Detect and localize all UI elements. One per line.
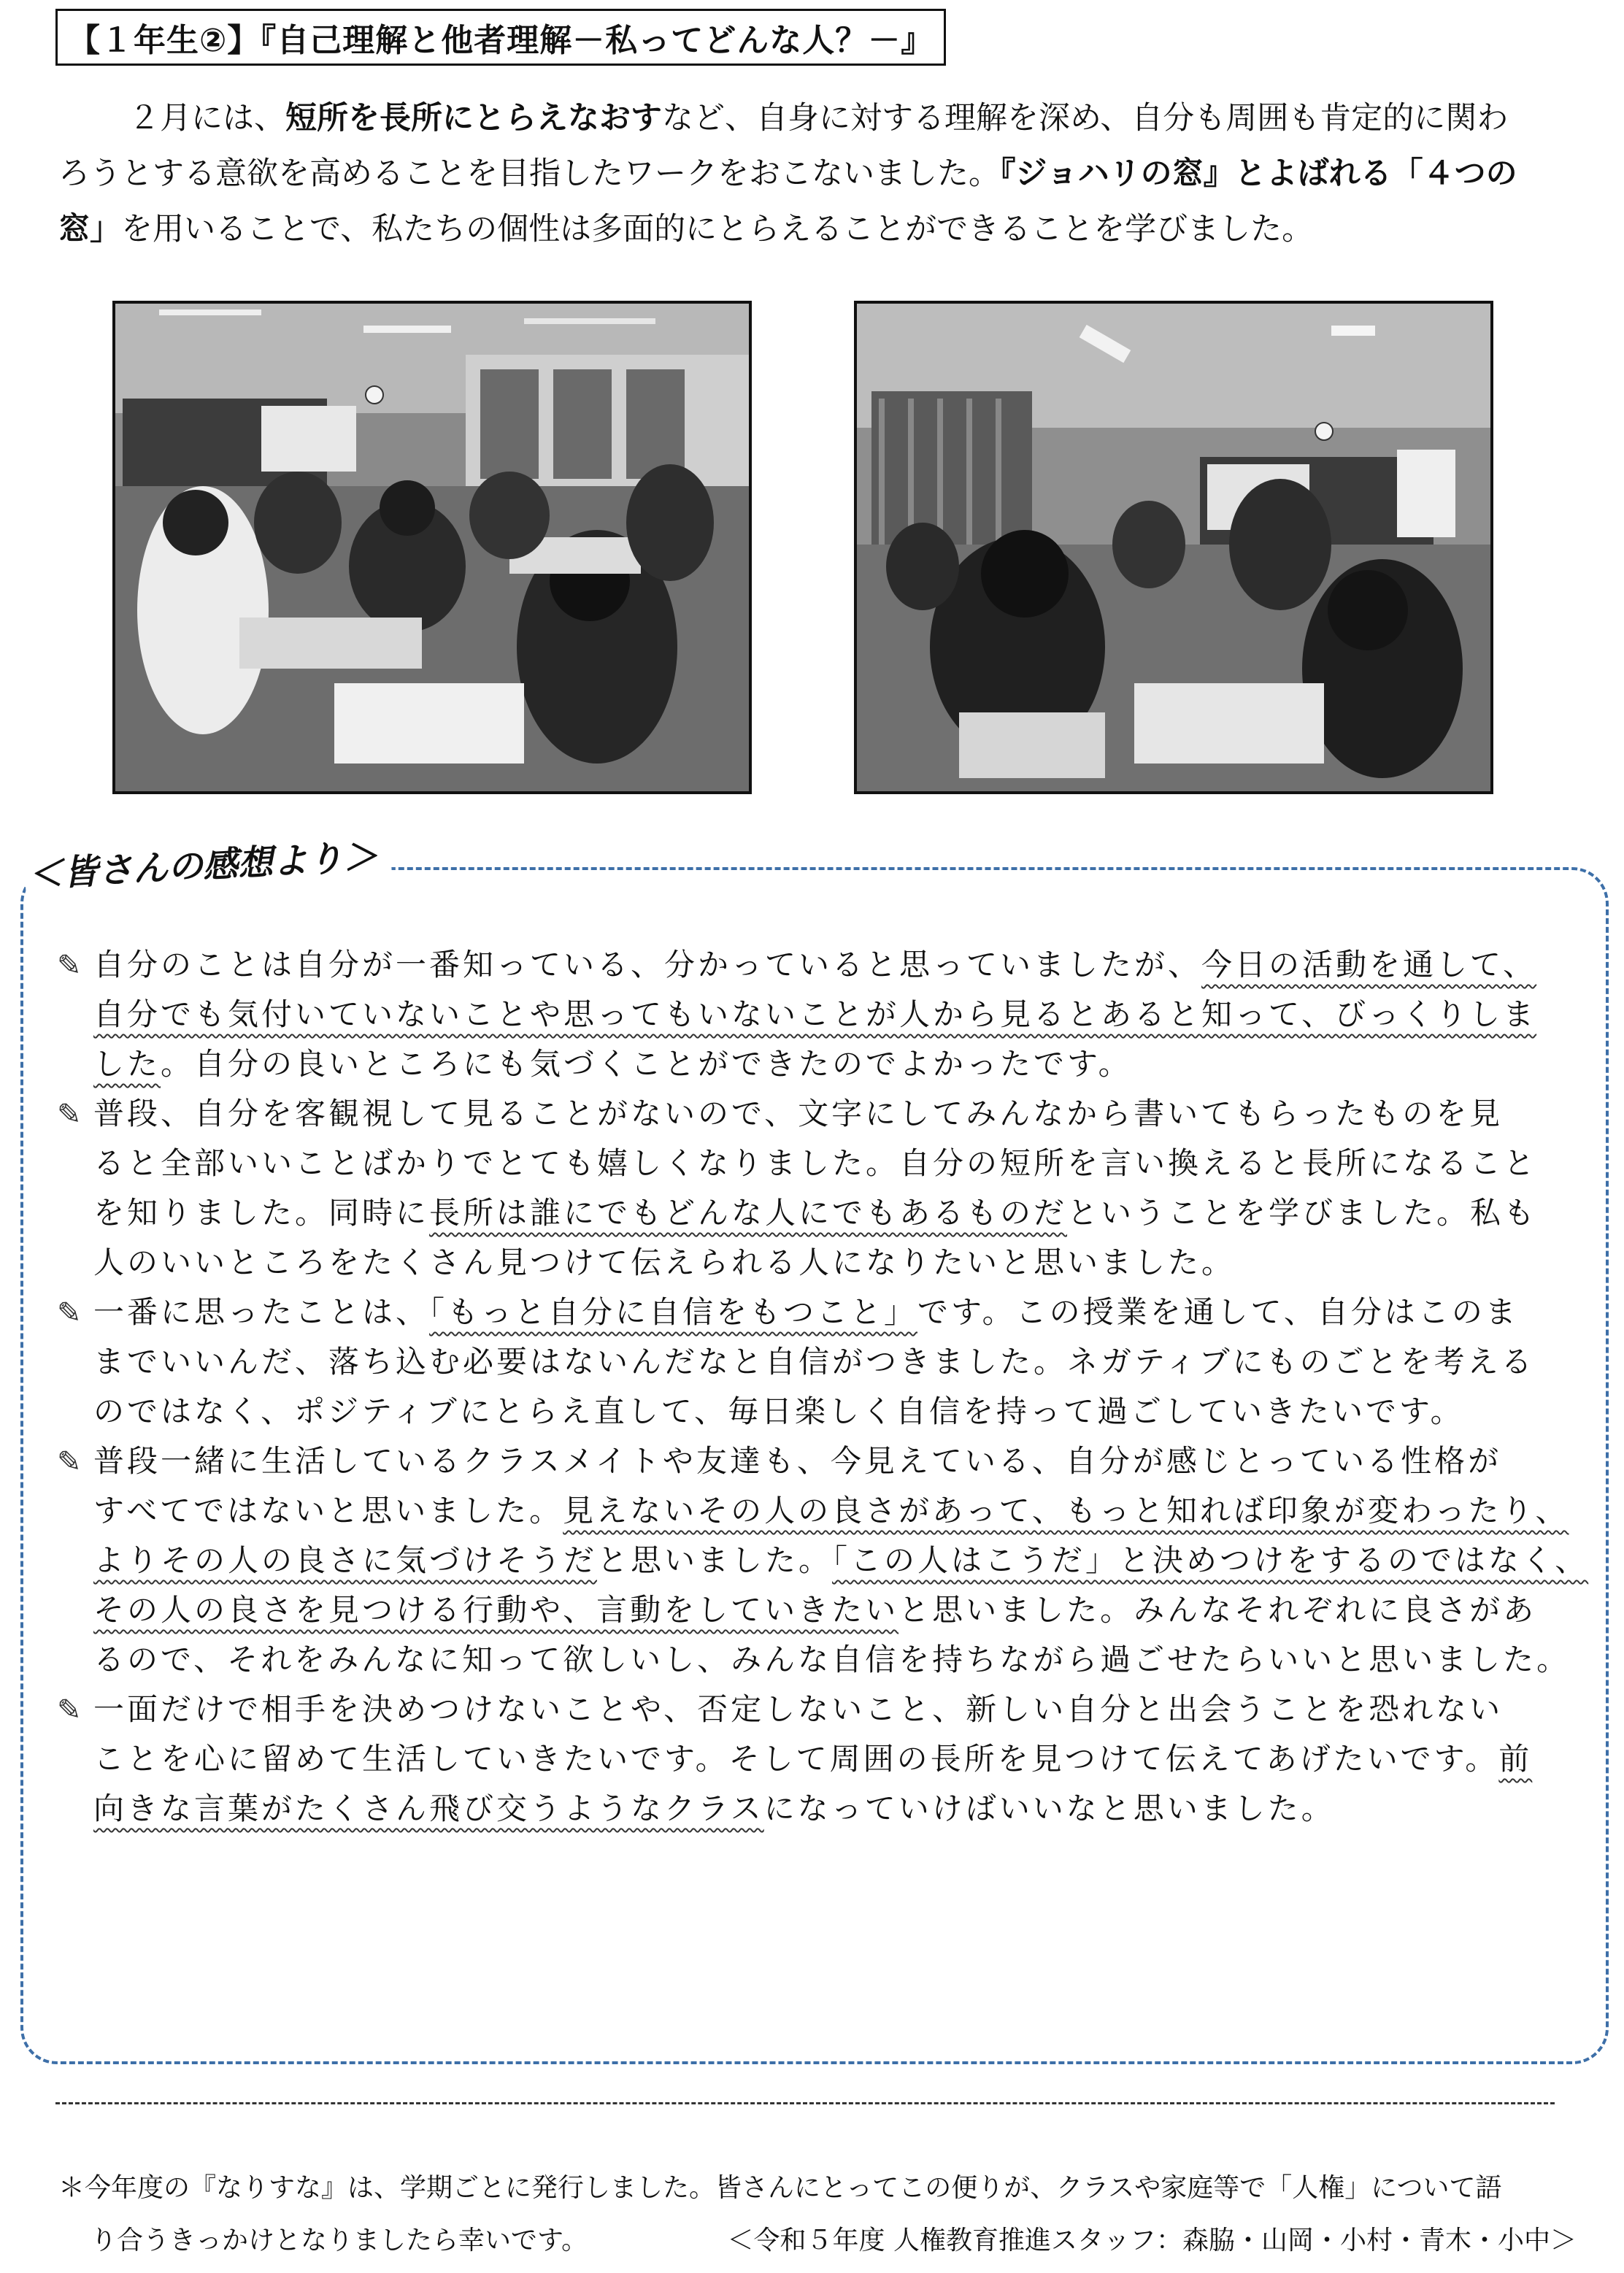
comment-item: ✎ 普段、自分を客観視して見ることがないので、文字にしてみんなから書いてもらったものを見 ると全部いいことばかりでとても嬉しくなりました。自分の短所を言い換えると長所になること を知りました。同時に長所は誰にでもどんな人にでもあるものだということを学びました。私も 人のいいところをたくさん見つけて伝えられる人になりたいと思いました。 [57,1089,1590,1288]
comment-item: ✎ 自分のことは自分が一番知っている、分かっていると思っていましたが、今日の活動を通して、 自分でも気付いていないことや思ってもいないことが人から見るとあると知って、びっくりしま した。自分の良いところにも気づくことができたのでよかったです。 [57,940,1590,1089]
footer-line-1: ＊今年度の『なりすな』は、学期ごとに発行しました。皆さんにとってこの便りが、クラスや家庭等で「人権」について語 [58,2173,1502,2203]
intro-line-1: ２月には、短所を長所にとらえなおすなど、自身に対する理解を深め、自分も周囲も肯定的に関わ [128,100,1509,136]
pencil-icon: ✎ [57,1693,82,1727]
intro-line-2: ろうとする意欲を高めることを目指したワークをおこないました。『ジョハリの窓』とよばれる「４つの [58,155,1517,192]
staff-credit: ＜令和５年度 人権教育推進スタッフ：森脇・山岡・小村・青木・小中＞ [727,2226,1577,2255]
impressions-list [57,940,1590,1834]
comment-item: ✎ 一番に思ったことは、「もっと自分に自信をもつこと」です。この授業を通して、自分はこのま までいいんだ、落ち込む必要はないんだなと自信がつきました。ネガティブにものごとを考える のではなく、ポジティブにとらえ直して、毎日楽しく自信を持って過ごしていきたいです。 [57,1288,1590,1437]
footer-separator [55,2102,1555,2104]
impressions-heading: ＜皆さんの感想より＞ [23,828,392,897]
pencil-icon: ✎ [57,1445,82,1479]
comment-item: ✎ 一面だけで相手を決めつけないことや、否定しないこと、新しい自分と出会うことを恐れない ことを心に留めて生活していきたいです。そして周囲の長所を見つけて伝えてあげたいです。前 向きな言葉がたくさん飛び交うようなクラスになっていけばいいなと思いました。 [57,1685,1590,1834]
footer-line-2: り合うきっかけとなりましたら幸いです。 ＜令和５年度 人権教育推進スタッフ：森脇・山岡・小村・青木・小中＞ [58,2215,1577,2267]
classroom-photo-left [112,301,752,794]
page-title: 【１年生②】『自己理解と他者理解－私ってどんな人？－』 [55,9,946,66]
pencil-icon: ✎ [57,1296,82,1330]
pencil-icon: ✎ [57,1098,82,1131]
footer-note [58,2162,1577,2267]
comment-item: ✎ 普段一緒に生活しているクラスメイトや友達も、今見えている、自分が感じとっている性格が すべてではないと思いました。見えないその人の良さがあって、もっと知れば印象が変わったり、 よりその人の良さに気づけそうだと思いました。「この人はこうだ」と決めつけをするのではなく、 その人の良さを見つける行動や、言動をしていきたいと思いました。みんなそれぞれに良さがあ るので、それをみんなに知って欲しいし、みんな自信を持ちながら過ごせたらいいと思いました。 [57,1437,1590,1685]
pencil-icon: ✎ [57,949,82,982]
classroom-photo-right [854,301,1493,794]
intro-line-3: 窓」を用いることで、私たちの個性は多面的にとらえることができることを学びました。 [58,211,1314,247]
intro-paragraph [58,91,1562,257]
